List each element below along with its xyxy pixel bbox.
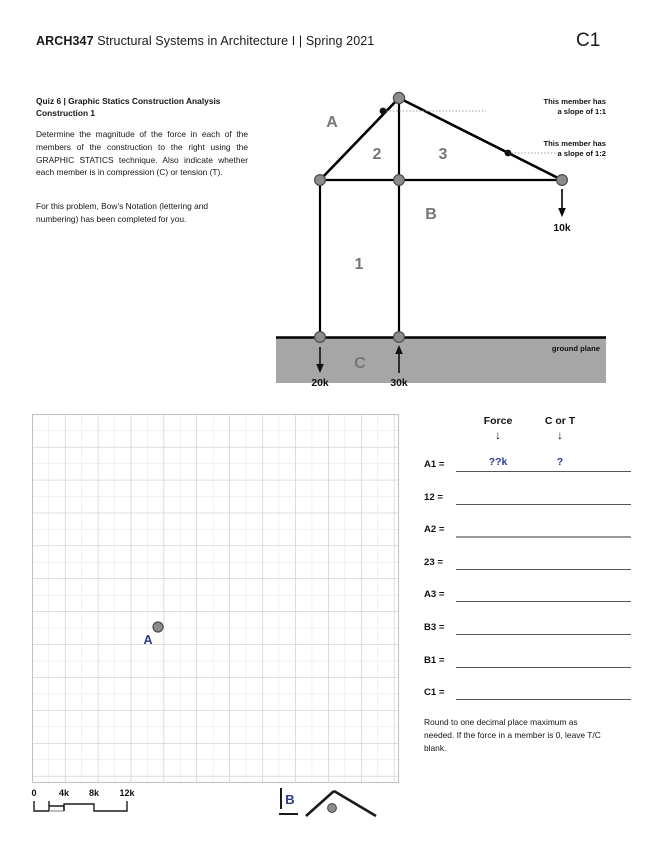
answer-row-label: 12 =	[424, 491, 443, 503]
answer-underline	[456, 504, 631, 505]
column-header-force: Force	[483, 415, 513, 427]
joint-center-eave	[394, 175, 405, 186]
answer-underline	[456, 569, 631, 570]
load-arrow-10k-head	[558, 208, 566, 217]
joint-left-eave	[315, 175, 326, 186]
member-left-rafter	[320, 98, 399, 180]
ground-plane-label: ground plane	[551, 344, 600, 353]
answer-form	[424, 415, 639, 712]
truss-diagram	[270, 85, 610, 395]
page-header	[36, 34, 374, 48]
bow-notation-legend	[276, 784, 406, 832]
joint-center-base	[394, 332, 405, 343]
scale-tick-0: 0	[31, 788, 37, 798]
workspace-point-a-label: A	[143, 633, 153, 647]
page-code: C1	[576, 30, 601, 51]
answer-ct-value[interactable]: ?	[556, 456, 564, 468]
scale-tick-1: 4k	[58, 788, 70, 798]
answer-row-label: B1 =	[424, 654, 445, 666]
graphic-statics-workspace[interactable]	[32, 414, 400, 784]
answer-underline	[456, 667, 631, 668]
answer-row-c1[interactable]	[424, 679, 639, 712]
load-label-20k: 20k	[311, 378, 329, 389]
answer-row-label: C1 =	[424, 687, 445, 699]
instruction-paragraph-2: For this problem, Bow’s Notation (lettering and numbering) has been completed for you.	[36, 201, 209, 224]
slope-anchor-dot-2	[505, 150, 512, 157]
answer-row-label: B3 =	[424, 621, 445, 633]
scale-tick-3: 12k	[119, 788, 135, 798]
space-label-c: C	[354, 355, 366, 372]
joint-apex	[393, 92, 404, 103]
down-arrow-icon-force: ↓	[495, 428, 501, 442]
slope-anchor-dot-1	[380, 108, 387, 115]
answer-underline	[456, 601, 631, 602]
answer-underline	[456, 536, 631, 537]
force-scale-bar	[28, 786, 168, 824]
answer-force-value[interactable]: ??k	[488, 456, 508, 468]
joint-left-base	[315, 332, 326, 343]
course-code: ARCH347	[36, 34, 94, 48]
load-label-30k: 30k	[390, 378, 408, 389]
rounding-note: Round to one decimal place maximum as needed. If the force in a member is 0, leave T/C blank.	[424, 717, 601, 754]
load-label-10k: 10k	[553, 223, 571, 234]
answer-underline	[456, 699, 631, 700]
scale-bar-steps-right	[64, 801, 127, 811]
answer-row-b1[interactable]	[424, 647, 639, 680]
joint-right-eave	[557, 175, 568, 186]
course-title: Structural Systems in Architecture I | Spring 2021	[93, 34, 375, 48]
slope-annotation-2-line1: This member has	[543, 139, 606, 148]
member-label-2: 2	[372, 146, 382, 163]
answer-row-a3[interactable]	[424, 581, 639, 614]
member-right-rafter	[399, 98, 562, 180]
answer-row-label: A2 =	[424, 524, 445, 536]
scale-tick-2: 8k	[88, 788, 100, 798]
space-label-a: A	[326, 114, 338, 131]
answer-row-a1[interactable]	[424, 451, 639, 484]
instruction-paragraph-1: Determine the magnitude of the force in each of the members of the construction to the right using the GRAPHIC STATICS technique. Also indicate whether each member is in compression (C) or tension (T).	[36, 129, 248, 178]
answer-underline	[456, 471, 631, 472]
answer-row-23[interactable]	[424, 549, 639, 582]
answer-row-12[interactable]	[424, 484, 639, 517]
quiz-title: Quiz 6 | Graphic Statics Construction Analysis Construction 1	[36, 96, 221, 119]
grid-background	[33, 415, 399, 783]
column-header-c-or-t: C or T	[544, 415, 576, 427]
down-arrow-icon-c-or-t: ↓	[557, 428, 563, 442]
answer-form-header	[424, 415, 639, 451]
answer-row-a2[interactable]	[424, 516, 639, 549]
answer-row-label: A3 =	[424, 589, 445, 601]
answer-row-label: A1 =	[424, 459, 445, 470]
scale-bar-steps-left	[34, 801, 64, 811]
answer-row-label: 23 =	[424, 556, 443, 568]
space-label-b: B	[425, 206, 437, 223]
legend-right-rafter	[334, 791, 376, 816]
legend-label-b: B	[285, 792, 295, 807]
answer-underline	[456, 634, 631, 635]
slope-annotation-1-line1: This member has	[543, 97, 606, 106]
slope-annotation-2-line2: a slope of 1:2	[557, 149, 606, 158]
slope-annotation-1-line2: a slope of 1:1	[557, 107, 606, 116]
member-label-1: 1	[354, 256, 364, 273]
member-label-3: 3	[438, 146, 448, 163]
workspace-point-a[interactable]	[153, 622, 163, 632]
answer-row-b3[interactable]	[424, 614, 639, 647]
legend-node	[328, 804, 337, 813]
